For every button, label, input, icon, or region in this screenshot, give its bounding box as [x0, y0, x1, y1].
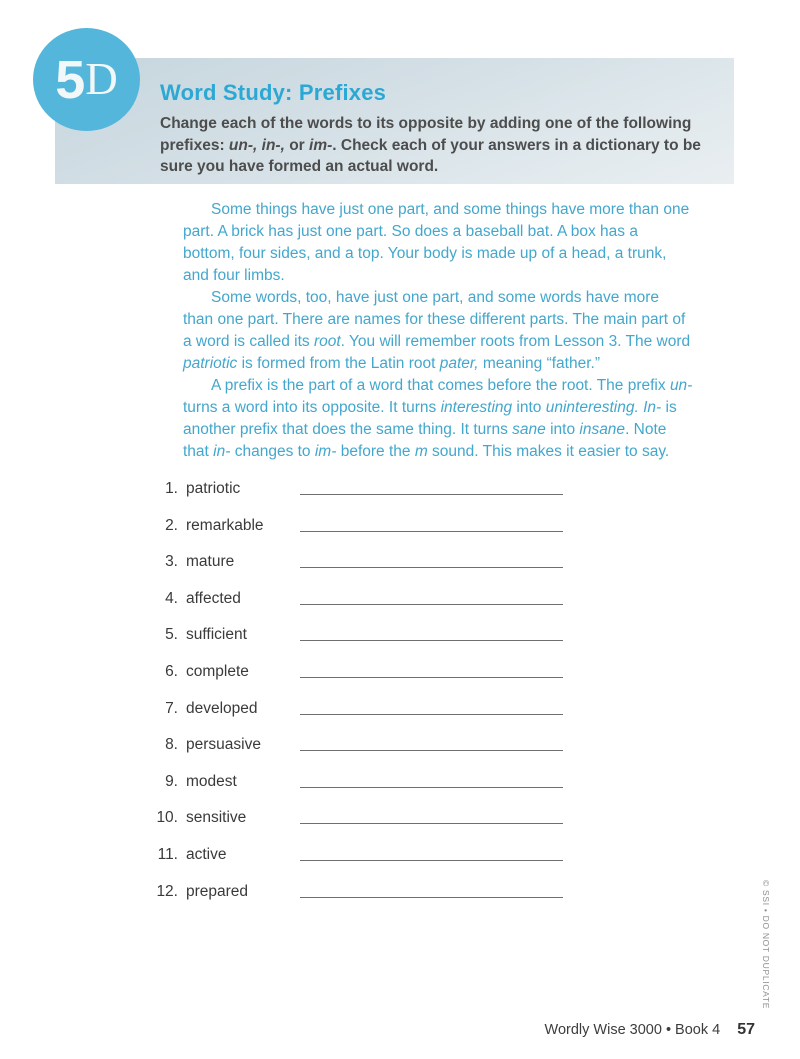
item-number: 3. — [165, 553, 178, 571]
item-number: 2. — [165, 516, 178, 534]
answer-blank — [300, 531, 563, 532]
book-title: Wordly Wise 3000 • Book 4 — [544, 1022, 721, 1038]
answer-blank — [300, 714, 563, 715]
item-number: 7. — [165, 699, 178, 717]
item-number: 8. — [165, 736, 178, 754]
list-item — [0, 806, 800, 843]
list-item — [0, 587, 800, 624]
item-word: patriotic — [186, 480, 241, 497]
item-number: 6. — [165, 662, 178, 680]
list-item — [0, 660, 800, 697]
item-number: 11. — [157, 845, 178, 863]
reading-passage — [183, 199, 693, 463]
item-word: complete — [186, 662, 249, 680]
answer-blank — [300, 677, 563, 678]
lesson-number: 5 — [55, 49, 84, 110]
item-word: sensitive — [186, 809, 247, 827]
item-number: 5. — [165, 626, 178, 644]
answer-blank — [300, 787, 563, 788]
list-item — [0, 697, 800, 734]
list-item — [0, 770, 800, 807]
answer-blank — [300, 823, 563, 824]
page-footer — [0, 1021, 755, 1039]
list-item — [0, 514, 800, 551]
answer-blank — [300, 604, 563, 605]
list-item — [0, 733, 800, 770]
answer-blank — [300, 567, 563, 568]
item-word: prepared — [186, 882, 249, 900]
list-item — [0, 843, 800, 880]
item-word: remarkable — [186, 516, 264, 534]
item-word: sufficient — [186, 626, 247, 644]
answer-blank — [300, 860, 563, 861]
item-number: 1. — [165, 480, 178, 497]
answer-blank — [300, 897, 563, 898]
answer-blank — [300, 494, 563, 495]
passage-paragraph: Some words, too, have just one part, and some words have more than one part. There are names for these different parts. The main part of a word is called its root. You will remember roots from Lesson 3. The word patriotic is formed from the Latin root pater, meaning “father.” — [183, 289, 691, 372]
list-item — [0, 477, 800, 514]
item-word: persuasive — [186, 736, 261, 754]
item-number: 9. — [165, 772, 178, 790]
lesson-letter: D — [85, 54, 118, 104]
passage-paragraph: A prefix is the part of a word that comes before the root. The prefix un- turns a word into its opposite. It turns interesting into uninteresting. In- is another prefix that does the same thing. It turns sane into insane. Note that in- changes to im- before the m sound. This makes it easier to say. — [183, 377, 693, 460]
item-word: mature — [186, 553, 235, 571]
item-word: modest — [186, 772, 237, 790]
list-item — [0, 880, 800, 917]
copyright-notice: © SSI • DO NOT DUPLICATE — [761, 880, 771, 1010]
item-number: 4. — [165, 589, 178, 607]
answer-blank — [300, 640, 563, 641]
instructions-text: Change each of the words to its opposite by adding one of the following prefixes: un-, in-, or im-. Check each of your answers in a dictionary to be sure you have formed an actual word. — [160, 115, 701, 175]
passage-paragraph: Some things have just one part, and some things have more than one part. A brick has just one part. So does a baseball bat. A box has a bottom, four sides, and a top. Your body is made up of a head, a trunk, and four limbs. — [183, 201, 690, 284]
item-word: developed — [186, 699, 258, 717]
lesson-badge — [33, 28, 140, 131]
list-item — [0, 623, 800, 660]
item-number: 10. — [156, 809, 178, 827]
section-title: Word Study: Prefixes — [160, 80, 387, 105]
header — [160, 80, 712, 178]
answer-blank — [300, 750, 563, 751]
item-word: active — [186, 845, 227, 863]
item-word: affected — [186, 589, 241, 607]
page-number: 57 — [737, 1021, 755, 1038]
item-number: 12. — [156, 882, 178, 900]
word-list — [0, 477, 800, 916]
list-item — [0, 550, 800, 587]
